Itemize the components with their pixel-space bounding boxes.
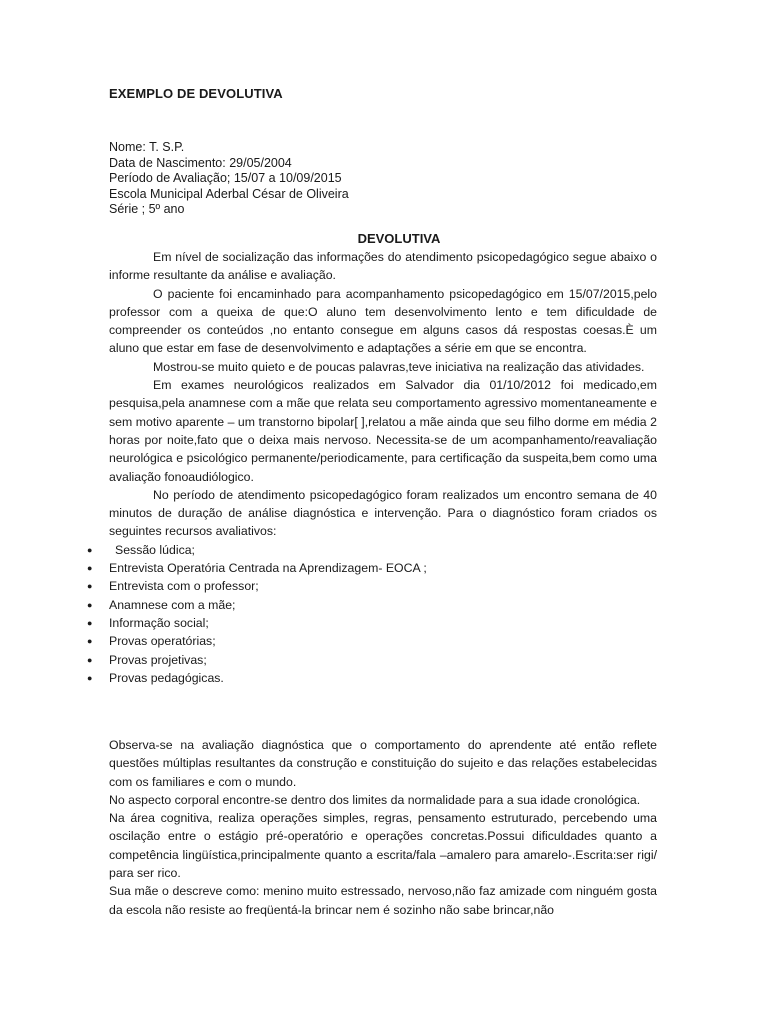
patient-name: Nome: T. S.P. [109,140,185,154]
paragraph: O paciente foi encaminhado para acompanhamento psicopedagógico em 15/07/2015,pelo professor com a queixa de que:O aluno tem desenvolvimento lento e tem dificuldade de compreender os conteúdos ,no entanto consegue em alguns casos dá respostas coesas.È um aluno que estar em fase de desenvolvimento e adaptações a série em que se encontra. [109,286,657,356]
observation-paragraph: Na área cognitiva, realiza operações simples, regras, pensamento estruturado, percebendo uma oscilação entre o estágio pré-operatório e operações concretas.Possui dificuldades quanto a competência lingüística,principalmente quanto a escrita/fala –amalero para amarelo-.Escrita:ser rigi/ para ser rico. [109,811,657,881]
list-item [87,559,657,577]
list-item [87,541,657,559]
paragraph: Em nível de socialização das informações do atendimento psicopedagógico segue abaixo o informe resultante da análise e avaliação. [109,250,657,283]
bullet-icon: ● [87,636,93,647]
list-item-label: Entrevista Operatória Centrada na Aprendizagem- EOCA ; [109,561,427,576]
list-item [87,669,657,687]
list-item-label: Provas operatórias; [109,634,216,649]
resources-list [87,541,657,687]
list-item-label: Provas projetivas; [109,652,207,667]
list-item-label: Entrevista com o professor; [109,579,259,594]
bullet-icon: ● [87,672,93,683]
list-item [87,577,657,595]
evaluation-period: Período de Avaliação; 15/07 a 10/09/2015 [109,171,342,185]
observation-paragraph: Observa-se na avaliação diagnóstica que o comportamento do aprendente até então reflete questões múltiplas resultantes da construção e constituição do sujeito e das relações estabelecidas com os familiares e com o mundo. [109,738,657,789]
list-item-label: Provas pedagógicas. [109,670,224,685]
paragraph: No período de atendimento psicopedagógico foram realizados um encontro semana de 40 minutos de duração de análise diagnóstica e intervenção. Para o diagnóstico foram criados os seguintes recursos avaliativos: [109,487,657,539]
bullet-icon: ● [87,599,93,610]
observation-paragraph: Sua mãe o descreve como: menino muito estressado, nervoso,não faz amizade com ninguém gosta da escola não resiste ao freqüentá-la brincar nem é sozinho não sabe brincar,não [109,884,657,917]
list-item-label: Anamnese com a mãe; [109,597,236,612]
list-item-label: Informação social; [109,615,209,630]
patient-info [109,140,349,218]
bullet-icon: ● [87,654,93,665]
bullet-icon: ● [87,563,93,574]
observations [109,736,657,919]
bullet-icon: ● [87,544,93,555]
paragraph: Mostrou-se muito quieto e de poucas palavras,teve iniciativa na realização das atividades. [153,359,645,374]
list-item [87,632,657,650]
observation-paragraph: No aspecto corporal encontre-se dentro dos limites da normalidade para a sua idade cronológica. [109,792,641,807]
section-heading: DEVOLUTIVA [357,231,441,246]
school-grade: Série ; 5º ano [109,202,185,216]
report-body [87,248,657,687]
bullet-icon: ● [87,617,93,628]
birth-date: Data de Nascimento: 29/05/2004 [109,155,292,170]
paragraph: Em exames neurológicos realizados em Salvador dia 01/10/2012 foi medicado,em pesquisa,pela anamnese com a mãe que relata seu comportamento agressivo momentaneamente e sem motivo aparente – um transtorno bipolar[ ],relatou a mãe ainda que seu filho dorme em média 2 horas por noite,fato que o deixa mais nervoso. Necessita-se de um acompanhamento/reavaliação neurológica e psicológico permanente/periodicamente, para certificação da suspeita,bem como uma avaliação fonoaudiólogico. [109,378,657,484]
document-title: EXEMPLO DE DEVOLUTIVA [109,86,283,101]
bullet-icon: ● [87,581,93,592]
list-item [87,651,657,669]
school-name: Escola Municipal Aderbal César de Oliveira [109,186,349,201]
list-item [87,614,657,632]
list-item [87,596,657,614]
list-item-label: Sessão lúdica; [115,542,195,557]
